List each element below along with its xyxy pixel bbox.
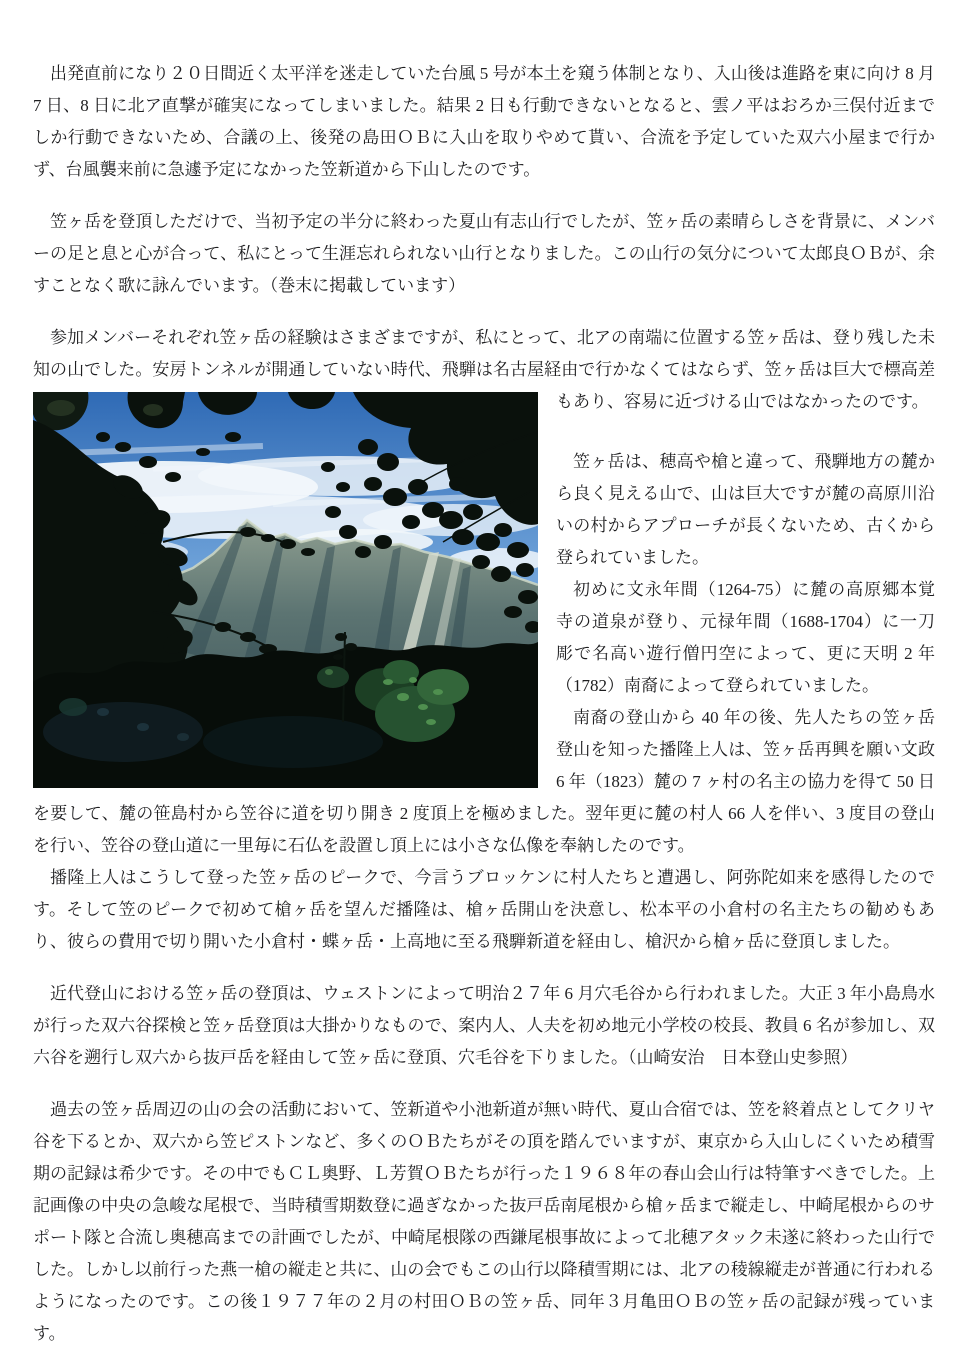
paragraph-modern-ascents — [33, 978, 935, 1074]
paragraph-banryu-trail-text: 南裔の登山から 40 年の後、先人たちの笠ヶ岳登山を知った播隆上人は、笠ヶ岳再興を願い文政 6 年（1823）麓の 7 ヶ村の名主の協力を得て 50 日を要して、麓の笹島村から笠谷に道を切り開き 2 度頂上を極めました。翌年更に麓の村人 66 人を伴い、3 度目の登山を行い、笠谷の登山道に一里毎に石仏を設置し頂上には小さな仏像を奉納したのです。 — [33, 708, 935, 855]
paragraph-club-history-text: 過去の笠ヶ岳周辺の山の会の活動において、笠新道や小池新道が無い時代、夏山合宿では、笠を終着点としてクリヤ谷を下るとか、双六から笠ピストンなど、多くのＯＢたちがその頂を踏んでいますが、東京から入山しにくいため積雪期の記録は希少です。その中でもＣＬ奥野、Ｌ芳賀ＯＢたちが行った１９６８年の春山会山行は特筆すべきでした。上記画像の中央の急峻な尾根で、当時積雪期数登に過ぎなかった抜戸岳南尾根から槍ヶ岳まで縦走し、中崎尾根からのサポート隊と合流し奥穂高までの計画でしたが、中崎尾根隊の西鎌尾根事故によって北穂アタック未遂に終わった山行でした。しかし以前行った燕一槍の縦走と共に、山の会でもこの山行以降積雪期には、北アの稜線縦走が普通に行われるようになったのです。この後１９７７年の２月の村田ＯＢの笠ヶ岳、同年３月亀田ＯＢの笠ヶ岳の記録が残っています。 — [33, 1100, 935, 1343]
paragraph-typhoon — [33, 58, 935, 186]
paragraph-summit-memory — [33, 206, 935, 302]
mountain-photo — [33, 392, 538, 788]
paragraph-banryu-brocken — [33, 862, 935, 958]
paragraph-summit-memory-text: 笠ヶ岳を登頂しただけで、当初予定の半分に終わった夏山有志山行でしたが、笠ヶ岳の素晴らしさを背景に、メンバーの足と息と心が合って、私にとって生涯忘れられない山行となりました。この山行の気分について太郎良ＯＢが、余すことなく歌に詠んでいます。（巻末に掲載しています） — [33, 212, 935, 295]
paragraph-club-history — [33, 1094, 935, 1350]
paragraph-kasagatake-visibility-text: 笠ヶ岳は、穂高や槍と違って、飛騨地方の麓から良く見える山で、山は巨大ですが麓の高原川沿いの村からアプローチが長くないため、古くから登られていました。 — [556, 452, 935, 567]
paragraph-typhoon-text: 出発直前になり２０日間近く太平洋を迷走していた台風 5 号が本土を窺う体制となり、入山後は進路を東に向け 8 月 7 日、8 日に北ア直撃が確実になってしまいました。結果 2 日も行動できないとなると、雲ノ平はおろか三俣付近までしか行動できないため、合議の上、後発の島田ＯＢに入山を取りやめて貰い、合流を予定していた双六小屋まで行かず、台風襲来前に急遽予定になかった笠新道から下山したのです。 — [33, 64, 935, 179]
paragraph-modern-ascents-text: 近代登山における笠ヶ岳の登頂は、ウェストンによって明治２７年 6 月穴毛谷から行われました。大正 3 年小島鳥水が行った双六谷探検と笠ヶ岳登頂は大掛かりなもので、案内人、人夫を初め地元小学校の校長、教員 6 名が参加し、双六谷を遡行し双六から抜戸岳を経由して笠ヶ岳に登頂、穴毛谷を下りました。（山崎安治 日本登山史参照） — [33, 984, 935, 1067]
paragraph-members-experience-continuation: もあり、容易に近づける山ではなかったのです。 — [556, 392, 929, 411]
paragraph-banryu-brocken-text: 播隆上人はこうして登った笠ヶ岳のピークで、今言うブロッケンに村人たちと遭遇し、阿弥陀如来を感得したのです。そして笠のピークで初めて槍ヶ岳を望んだ播隆は、槍ヶ岳開山を決意し、松本平の小倉村の名主たちの勧めもあり、彼らの費用で切り開いた小倉村・蝶ヶ岳・上高地に至る飛騨新道を経由し、槍沢から槍ヶ岳に登頂しました。 — [33, 868, 935, 951]
paragraph-members-experience — [33, 322, 935, 418]
mountain-photo-image — [33, 392, 538, 788]
paragraph-members-experience-text: 参加メンバーそれぞれ笠ヶ岳の経験はさまざまですが、私にとって、北アの南端に位置する笠ヶ岳は、登り残した未知の山でした。安房トンネルが開通していない時代、飛騨は名古屋経由で行かなくてはならず、笠ヶ岳は巨大で標高差 — [33, 328, 935, 379]
paragraph-early-ascents-text: 初めに文永年間（1264-75）に麓の高原郷本覚寺の道泉が登り、元禄年間（1688-1704）に一刀彫で名高い遊行僧円空によって、更に天明 2 年（1782）南裔によって登られていました。 — [556, 580, 935, 695]
